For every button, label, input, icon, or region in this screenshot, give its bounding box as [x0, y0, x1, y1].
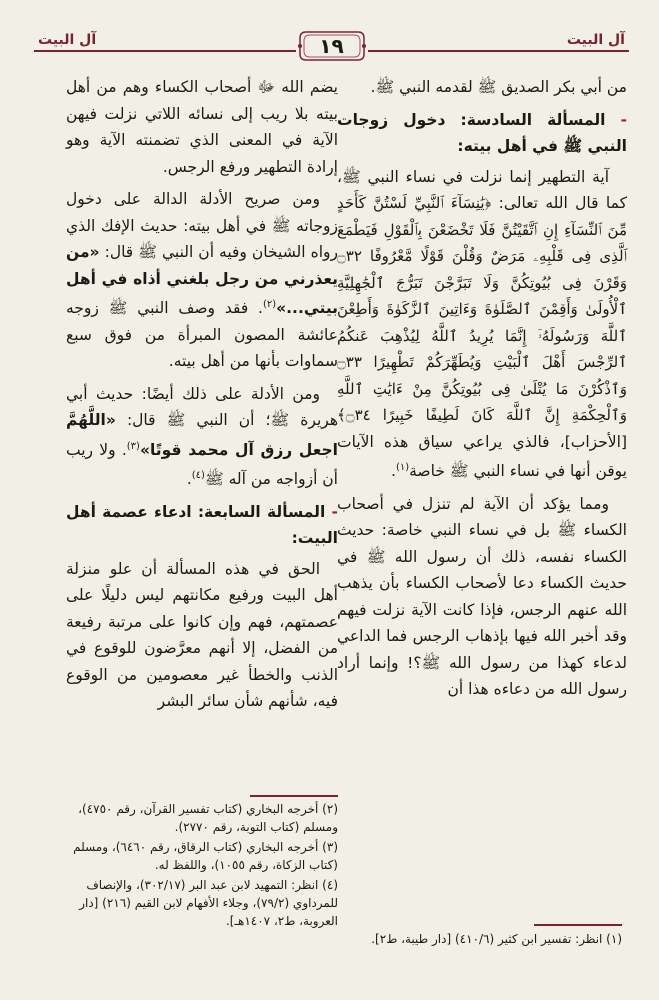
footnote-marker[interactable]: (١) — [395, 462, 410, 473]
footnotes-right — [330, 930, 622, 950]
heading-dash: - — [620, 110, 627, 129]
footnote: (٣) أخرجه البخاري (كتاب الرقاق، رقم ٦٤٦٠)، ومسلم (كتاب الزكاة، رقم ١٠٥٥)، واللفظ له. — [73, 840, 338, 872]
paragraph-text: . فقد وصف النبي ﷺ زوجه عائشة المصون المبرأة من فوق سبع سماوات بأنها من أهل بيته. — [66, 299, 338, 371]
hadith-quote: «اللَّهُمَّ اجعل رزق آل محمد قوتًا» — [66, 411, 338, 459]
heading-dash: - — [331, 502, 338, 521]
section-heading — [337, 107, 627, 160]
quran-verse: ﴿يَٰنِسَآءَ ٱلنَّبِيِّ لَسْتُنَّ كَأَحَدٍ مِّنَ ٱلنِّسَآءِ إِنِ ٱتَّقَيْتُنَّ فَلَا تَخْضَعْنَ بِٱلْقَوْلِ فَيَطْمَعَ ٱلَّذِى فِى قَلْبِهِۦ مَرَضٌ وَقُلْنَ قَوْلًا مَّعْرُوفًا ۝٣٢ وَقَرْنَ فِى بُيُوتِكُنَّ وَلَا تَبَرَّجْنَ تَبَرُّجَ ٱلْجَٰهِلِيَّةِ ٱلْأُولَىٰ وَأَقِمْنَ ٱلصَّلَوٰةَ وَءَاتِينَ ٱلزَّكَوٰةَ وَأَطِعْنَ ٱللَّهَ وَرَسُولَهُۥٓ إِنَّمَا يُرِيدُ ٱللَّهُ لِيُذْهِبَ عَنكُمُ ٱلرِّجْسَ أَهْلَ ٱلْبَيْتِ وَيُطَهِّرَكُمْ تَطْهِيرًا ۝٣٣ وَٱذْكُرْنَ مَا يُتْلَىٰ فِى بُيُوتِكُنَّ مِنْ ءَايَٰتِ ٱللَّهِ وَٱلْحِكْمَةِ إِنَّ ٱللَّهَ كَانَ لَطِيفًا خَبِيرًا ۝٣٤﴾ — [337, 194, 627, 424]
paragraph-text: ومن الأدلة على ذلك أيضًا: حديث أبي هريرة ﷺ؛ أن النبي ﷺ قال: — [66, 384, 338, 430]
paragraph: ومن الأدلة على ذلك أيضًا: حديث أبي هريرة ﷺ؛ أن النبي ﷺ قال: «اللَّهُمَّ اجعل رزق آل محمد قوتًا»$^{(٣)}$. ولا ريب أن أزواجه من آله ﷺ$^{(٤)}$. — [66, 384, 338, 489]
paragraph: من أبي بكر الصديق ﷺ لقدمه النبي ﷺ. — [370, 78, 627, 96]
heading-text: المسألة السادسة: دخول زوجات النبي ﷺ في أهل بيته: — [337, 110, 627, 155]
paragraph-text: . ولا ريب أن أزواجه من آله ﷺ — [66, 440, 338, 489]
section-heading — [66, 499, 338, 552]
footnote-marker[interactable]: (٢) — [262, 299, 277, 310]
footnotes-left — [66, 800, 338, 932]
footnote-rule — [534, 924, 622, 926]
footnote-marker[interactable]: (٤) — [191, 470, 205, 482]
heading-text: المسألة السابعة: ادعاء عصمة أهل البيت: — [66, 502, 338, 548]
left-column — [66, 74, 338, 721]
footnote: (٢) أخرجه البخاري (كتاب تفسير القرآن، رقم ٤٧٥٠)، ومسلم (كتاب التوبة، رقم ٢٧٧٠). — [78, 802, 338, 834]
paragraph — [66, 186, 338, 375]
paragraph: آية التطهير إنما نزلت في نساء النبي ﷺ، كما قال الله تعالى: ﴿يَٰنِسَآءَ ٱلنَّبِيِّ لَسْتُنَّ كَأَحَدٍ مِّنَ ٱلنِّسَآءِ إِنِ ٱتَّقَيْتُنَّ فَلَا تَخْضَعْنَ بِٱلْقَوْلِ فَيَطْمَعَ ٱلَّذِى فِى قَلْبِهِۦ مَرَضٌ وَقُلْنَ قَوْلًا مَّعْرُوفًا ۝٣٢ وَقَرْنَ فِى بُيُوتِكُنَّ وَلَا تَبَرَّجْنَ تَبَرُّجَ ٱلْجَٰهِلِيَّةِ ٱلْأُولَىٰ وَأَقِمْنَ ٱلصَّلَوٰةَ وَءَاتِينَ ٱلزَّكَوٰةَ وَأَطِعْنَ ٱللَّهَ وَرَسُولَهُۥٓ إِنَّمَا يُرِيدُ ٱللَّهُ لِيُذْهِبَ عَنكُمُ ٱلرِّجْسَ أَهْلَ ٱلْبَيْتِ وَيُطَهِّرَكُمْ تَطْهِيرًا ۝٣٣ وَٱذْكُرْنَ مَا يُتْلَىٰ فِى بُيُوتِكُنَّ مِنْ ءَايَٰتِ ٱللَّهِ وَٱلْحِكْمَةِ إِنَّ ٱللَّهَ كَانَ لَطِيفًا خَبِيرًا ۝٣٤﴾ [الأحزاب]، فالذي يراعي سياق هذه الآيات يوقن أنها في نساء النبي ﷺ خاصة$^{(١)}$. — [337, 167, 627, 481]
paragraph: ومما يؤكد أن الآية لم تنزل في أصحاب الكساء ﷺ بل في نساء النبي خاصة: حديث الكساء نفسه، ذلك أن رسول الله ﷺ في حديث الكساء دعا لأصحاب الكساء بأن يذهب الله عنهم الرجس، فإذا كانت الآية نزلت فيهم وقد أخبر الله فيها بإذهاب الرجس فما الداعي لدعاء كهذا من رسول الله ﷺ؟! وإنما أراد رسول الله من دعاءه هذا أن — [337, 494, 627, 699]
paragraph: الحق في هذه المسألة أن علو منزلة أهل البيت ورفيع مكانتهم ليس دليلًا على عصمتهم، فهم وإن كانوا على مرتبة رفيعة من الفضل، إلا أنهم معرَّضون للوقوع في الذنب والخطأ غير معصومين من الوقوع فيه، شأنهم شأن سائر البشر — [66, 559, 338, 711]
footnote: (١) انظر: تفسير ابن كثير (٤١٠/٦) [دار طيبة، ط٢]. — [371, 932, 622, 946]
hadith-quote: «من يعذرني من رجل بلغني أذاه في أهل بيتي...» — [66, 243, 338, 318]
running-title-left: آل البيت — [34, 32, 100, 48]
paragraph-text: ومن صريح الأدلة الدالة على دخول زوجاته ﷺ في أهل بيته: حديث الإفك الذي رواه الشيخان وفيه أن النبي ﷺ قال: — [66, 190, 338, 261]
page-header — [34, 28, 629, 70]
footnote: (٤) انظر: التمهيد لابن عبد البر (٣٠٢/١٧)، والإنصاف للمرداوي (٧٩/٢)، وجلاء الأفهام لابن القيم (٢١٦) [دار العروبة، ط٢، ١٤٠٧هـ]. — [79, 878, 338, 928]
page-number: ١٩ — [319, 34, 344, 58]
footnote-rule — [250, 795, 338, 797]
right-column — [337, 74, 627, 709]
page-number-frame — [296, 28, 368, 64]
running-title-right: آل البيت — [563, 32, 629, 48]
paragraph-text: آية التطهير إنما نزلت في نساء النبي ﷺ، كما قال الله تعالى: — [337, 167, 627, 212]
footnote-marker[interactable]: (٣) — [126, 440, 140, 452]
paragraph-text: [الأحزاب]، فالذي يراعي سياق هذه الآيات يوقن أنها في نساء النبي ﷺ خاصة — [337, 432, 627, 481]
paragraph: يضم الله ﷻ أصحاب الكساء وهم من أهل بيته بلا ريب إلى نسائه اللاتي نزلت فيهن الآية في المعنى الذي تضمنته الآية وهو إرادة التطهير ورفع الرجس. — [66, 78, 338, 176]
